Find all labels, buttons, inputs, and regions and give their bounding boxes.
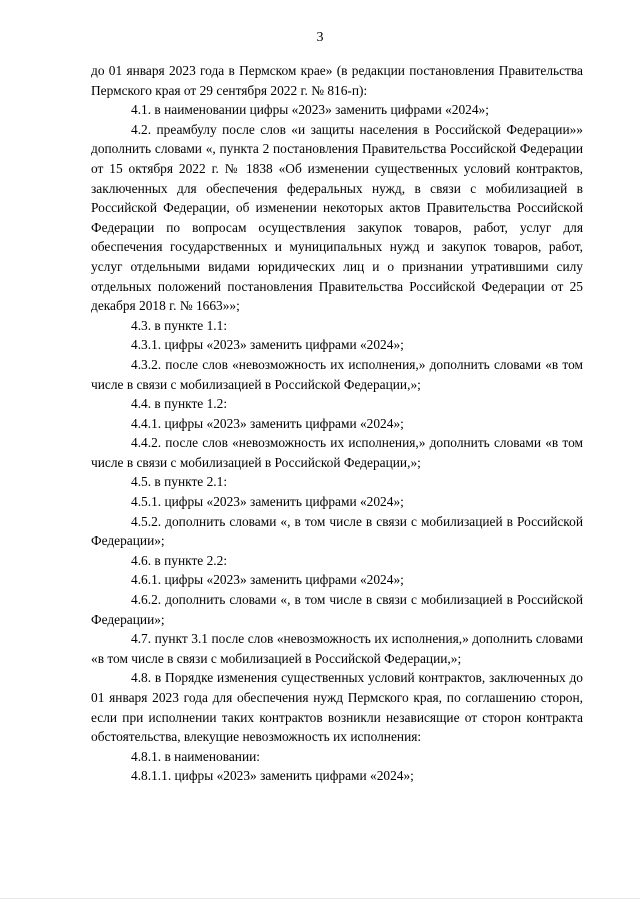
page-bottom-edge bbox=[0, 898, 640, 899]
paragraph: 4.8.1.1. цифры «2023» заменить цифрами «2024»; bbox=[131, 768, 414, 784]
paragraph: 4.8. в Порядке изменения существенных условий контрактов, заключенных до 01 января 2023 года для обеспечения нужд Пермского края, по соглашению сторон, если при исполнении таких контрактов возникли независящие от сторон контракта обстоятельства, влекущие невозможность их исполнения: bbox=[91, 670, 583, 745]
paragraph: 4.3.1. цифры «2023» заменить цифрами «2024»; bbox=[131, 337, 404, 353]
paragraph: 4.4. в пункте 1.2: bbox=[131, 396, 228, 412]
paragraph: 4.4.2. после слов «невозможность их исполнения,» дополнить словами «в том числе в связи с мобилизацией в Российской Федерации,»; bbox=[91, 435, 583, 470]
paragraph: 4.3.2. после слов «невозможность их исполнения,» дополнить словами «в том числе в связи с мобилизацией в Российской Федерации,»; bbox=[91, 356, 583, 392]
paragraph: до 01 января 2023 года в Пермском крае» (в редакции постановления Правительства Пермского края от 29 сентября 2022 г. № 816-п): bbox=[91, 63, 583, 98]
paragraph: 4.5.2. дополнить словами «, в том числе в связи с мобилизацией в Российской Федерации»; bbox=[91, 513, 583, 549]
paragraph: 4.7. пункт 3.1 после слов «невозможность их исполнения,» дополнить словами «в том числе в связи с мобилизацией в Российской Федерации,»; bbox=[91, 631, 583, 666]
paragraph: 4.4.1. цифры «2023» заменить цифрами «2024»; bbox=[131, 415, 404, 431]
paragraph: 4.1. в наименовании цифры «2023» заменить цифрами «2024»; bbox=[131, 102, 489, 118]
paragraph: 4.8.1. в наименовании: bbox=[131, 748, 261, 764]
paragraph: 4.6.2. дополнить словами «, в том числе в связи с мобилизацией в Российской Федерации»; bbox=[91, 592, 583, 627]
paragraph: 4.5.1. цифры «2023» заменить цифрами «2024»; bbox=[131, 494, 404, 510]
document-body bbox=[91, 61, 583, 786]
paragraph: 4.5. в пункте 2.1: bbox=[131, 474, 228, 490]
paragraph: 4.2. преамбулу после слов «и защиты населения в Российской Федерации»» дополнить словами «, пункта 2 постановления Правительства Российской Федерации от 15 октября 2022 г. № 1838 «Об изменении существенных условий контрактов, заключенных для обеспечения федеральных нужд, в связи с мобилизацией в Российской Федерации, об изменении некоторых актов Правительства Российской Федерации по вопросам осуществления закупок товаров, работ, услуг для обеспечения государственных и муниципальных нужд и закупок товаров, работ, услуг отдельными видами юридических лиц и о признании утратившими силу отдельных положений постановления Правительства Российской Федерации от 25 декабря 2018 г. № 1663»»; bbox=[91, 121, 583, 314]
paragraph: 4.6.1. цифры «2023» заменить цифрами «2024»; bbox=[131, 572, 404, 588]
paragraph: 4.6. в пункте 2.2: bbox=[131, 552, 228, 568]
page-number: 3 bbox=[316, 30, 324, 45]
paragraph: 4.3. в пункте 1.1: bbox=[131, 317, 228, 333]
